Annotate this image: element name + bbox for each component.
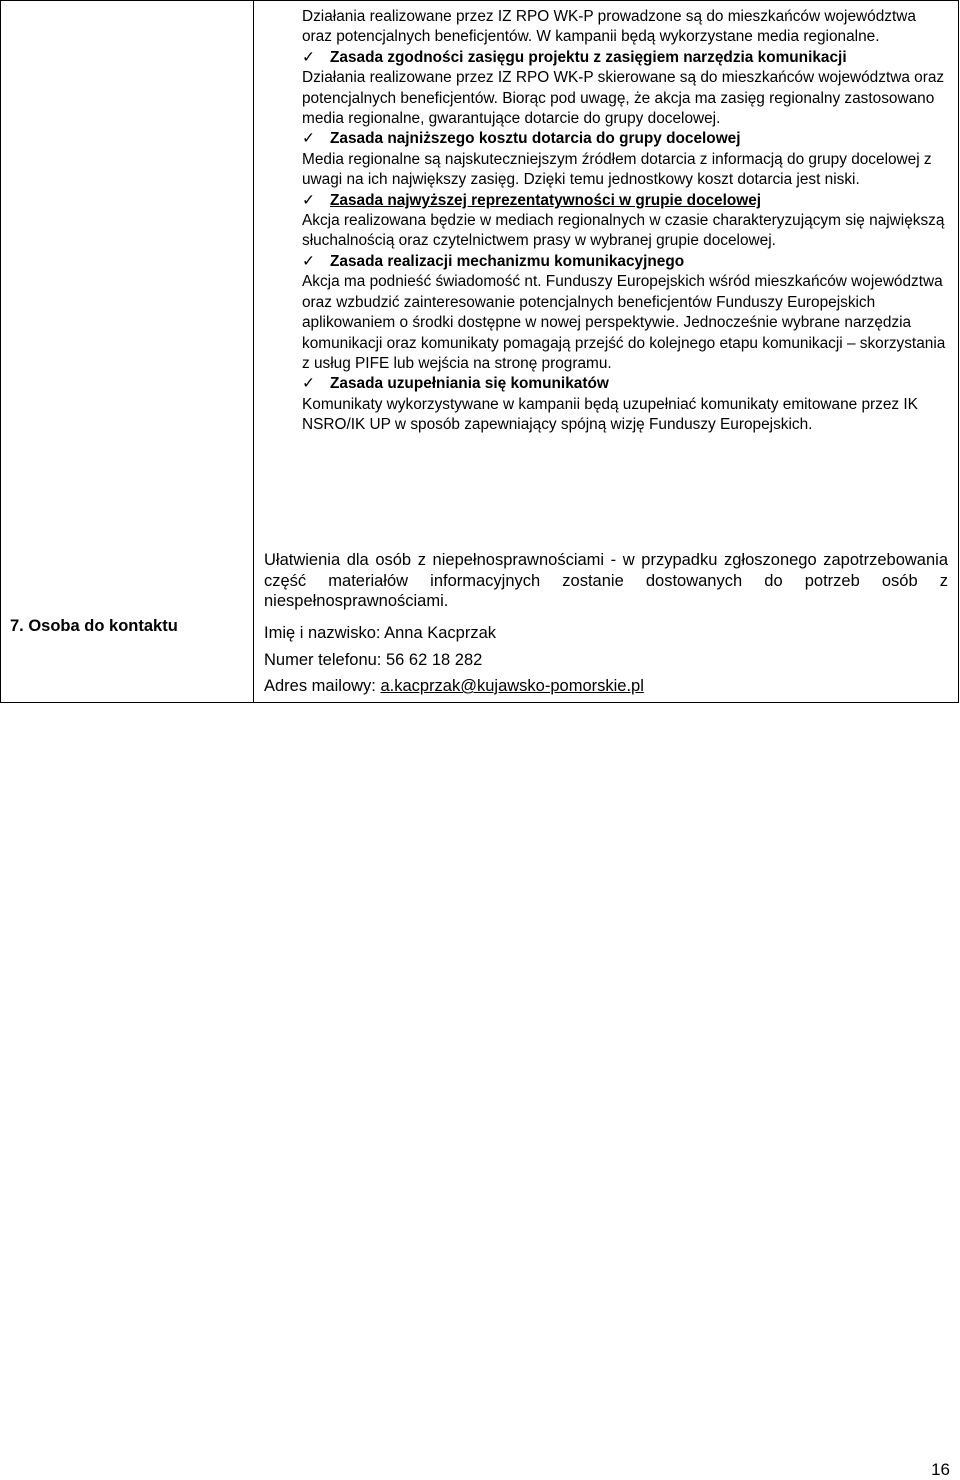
principle-heading: ✓ Zasada najniższego kosztu dotarcia do grupy docelowej <box>302 129 948 149</box>
contact-section-label: 7. Osoba do kontaktu <box>10 617 178 635</box>
check-icon: ✓ <box>302 191 315 209</box>
check-icon: ✓ <box>302 130 315 148</box>
principle-text: Działania realizowane przez IZ RPO WK-P skierowane są do mieszkańców województwa oraz potencjalnych beneficjentów. Biorąc pod uwagę, że akcja ma zasięg regionalny zastosowano media regionalne, gwarantujące dotarcie do grupy docelowej. <box>302 69 945 128</box>
intro-paragraph: Działania realizowane przez IZ RPO WK-P prowadzone są do mieszkańców województwa oraz potencjalnych beneficjentów. W kampanii będą wykorzystane media regionalne. <box>302 8 916 46</box>
check-icon: ✓ <box>302 252 315 270</box>
contact-email-line <box>264 677 644 696</box>
principle-text: Komunikaty wykorzystywane w kampanii będą uzupełniać komunikaty emitowane przez IK NSRO/IK UP w sposób zapewniający spójną wizję Funduszy Europejskich. <box>302 395 918 434</box>
principle-heading: ✓ Zasada realizacji mechanizmu komunikacyjnego <box>302 252 948 272</box>
check-icon: ✓ <box>302 375 315 393</box>
principle-text: Akcja realizowana będzie w mediach regionalnych w czasie charakteryzującym się największą słuchalnością oraz czytelnictwem prasy w wybranej grupie docelowej. <box>302 212 945 250</box>
contact-name: Imię i nazwisko: Anna Kacprzak <box>264 624 497 642</box>
principle-text: Media regionalne są najskuteczniejszym źródłem dotarcia z informacją do grupy docelowej z uwagi na ich największy zasięg. Dzięki temu jednostkowy koszt dotarcia jest niski. <box>302 150 932 189</box>
principles-content <box>254 1 958 436</box>
principle-heading: ✓ Zasada zgodności zasięgu projektu z zasięgiem narzędzia komunikacji <box>302 48 948 68</box>
contact-email-label: Adres mailowy: <box>264 677 381 695</box>
page-number: 16 <box>931 1460 950 1479</box>
principle-heading: ✓ Zasada najwyższej reprezentatywności w grupie docelowej <box>302 191 948 211</box>
principle-heading: ✓ Zasada uzupełniania się komunikatów <box>302 374 948 394</box>
principle-text: Akcja ma podnieść świadomość nt. Funduszy Europejskich wśród mieszkańców województwa oraz wzbudzić zainteresowanie potencjalnych beneficjentów Funduszy Europejskich aplikowaniem o środki dostępne w nowej perspektywie. Jednocześnie wybrane narzędzia komunikacji oraz komunikaty pomagają przejść do kolejnego etapu komunikacji – skorzystania z usług PIFE lub wejścia na stronę programu. <box>302 273 946 372</box>
contact-phone: Numer telefonu: 56 62 18 282 <box>264 651 483 669</box>
accessibility-note: Ułatwienia dla osób z niepełnosprawnościami - w przypadku zgłoszonego zapotrzebowania część materiałów informacyjnych zostanie dostowanych do potrzeb osób z niespełnosprawnościami. <box>264 551 948 611</box>
check-icon: ✓ <box>302 48 315 66</box>
contact-email-link[interactable]: a.kacprzak@kujawsko-pomorskie.pl <box>380 677 644 695</box>
label-column <box>1 1 254 703</box>
